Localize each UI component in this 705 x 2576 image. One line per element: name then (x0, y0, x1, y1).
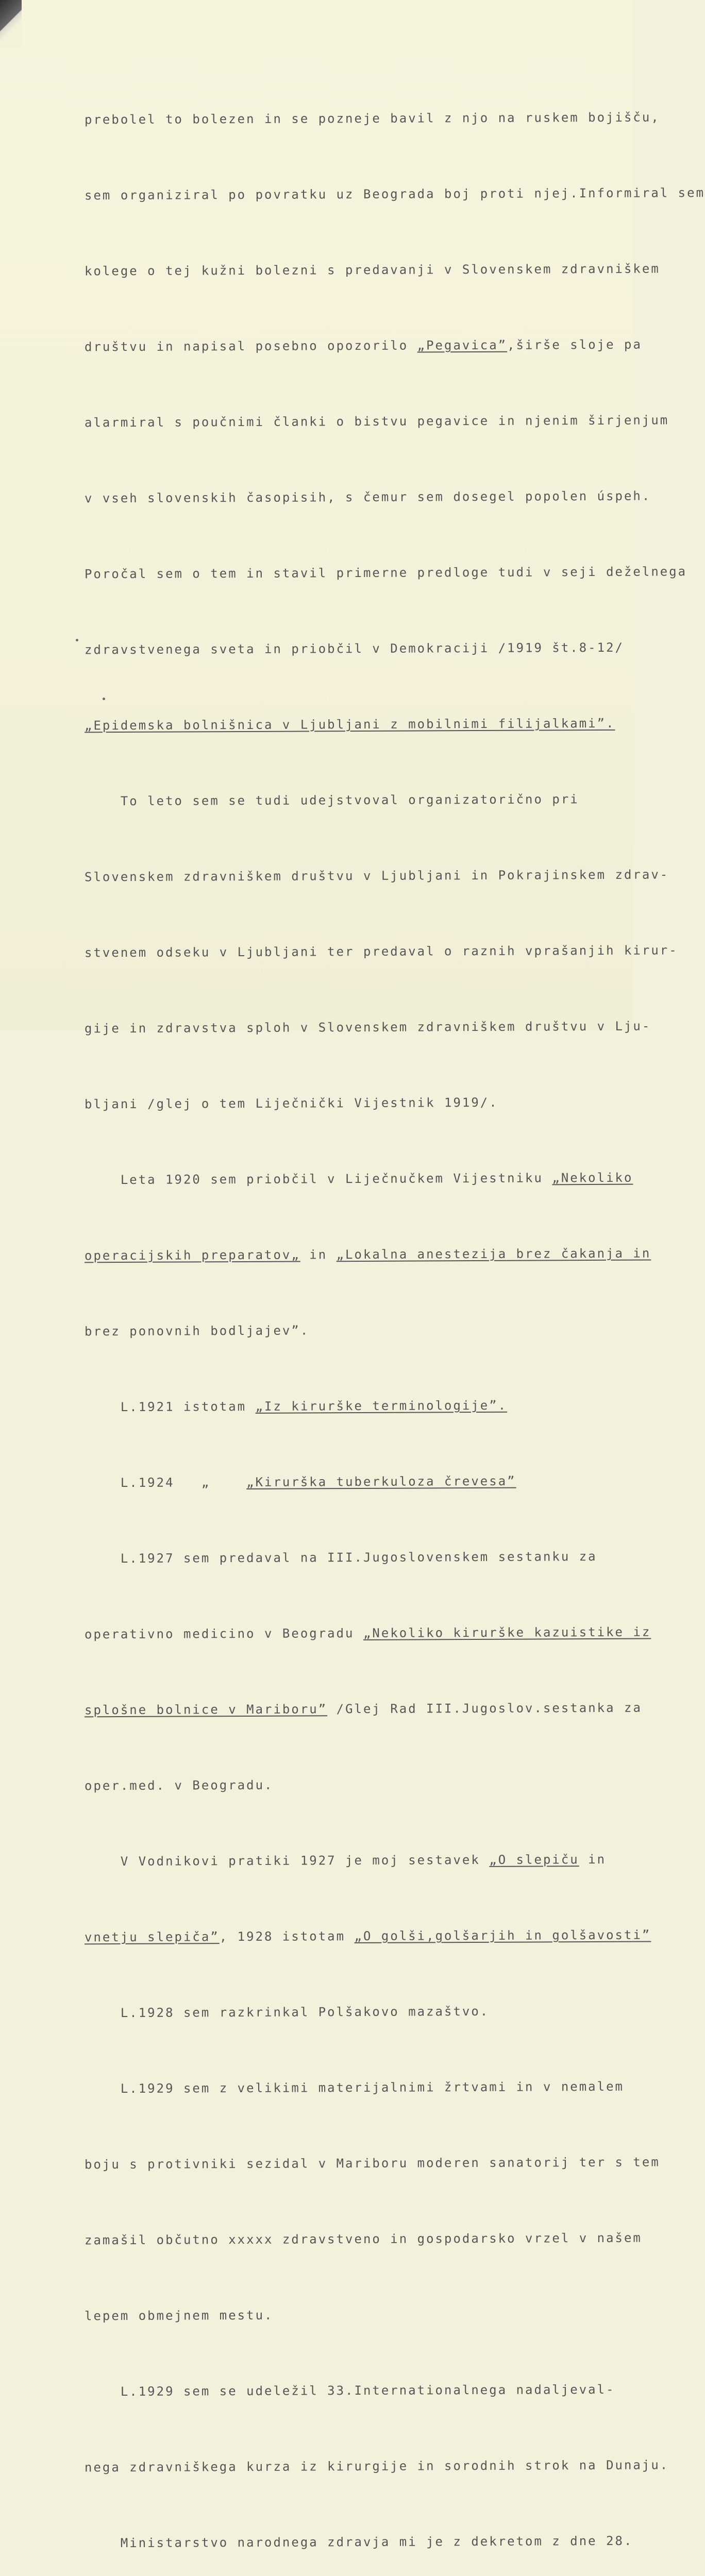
underlined-title: „Nekoliko (552, 1170, 633, 1185)
text-line: Leta 1920 sem priobčil v Liječnučkem Vijestniku „Nekoliko (84, 1170, 633, 1188)
text-line: zdravstvenega sveta in priobčil v Demokraciji /1919 št.8-12/ (84, 640, 625, 657)
underlined-title: operacijskih preparatov„ (84, 1247, 300, 1263)
underlined-title: „Nekoliko kirurške kazuistike iz (363, 1624, 651, 1640)
text-line: L.1921 istotam „Iz kirurške terminologije”. (84, 1398, 508, 1415)
text-line: L.1928 sem razkrinkal Polšakovo mazaštvo. (84, 2004, 490, 2021)
text-line: vnetju slepiča”, 1928 istotam „O golši,golšarjih in golšavosti” (84, 1927, 651, 1945)
text-line: To leto sem se tudi udejstvoval organizatorično pri (84, 792, 579, 809)
text-line: L.1927 sem predaval na III.Jugoslovenskem sestanku za (84, 1549, 597, 1566)
underlined-title: „O golši,golšarjih in golšavosti” (354, 1927, 651, 1944)
underlined-title: „O slepiču (489, 1852, 579, 1867)
underlined-title: „Iz kirurške terminologije”. (255, 1398, 508, 1414)
text-line: gije in zdravstva sploh v Slovenskem zdravniškem društvu v Lju- (84, 1019, 651, 1036)
scanned-page-corner (0, 0, 22, 47)
underlined-title: vnetju slepiča” (84, 1929, 220, 1945)
text-line: Ministarstvo narodnega zdravja mi je z dekretom z dne 28. (84, 2533, 633, 2551)
text-line: L.1929 sem se udeležil 33.Internationalnega nadaljeval- (84, 2382, 615, 2399)
underlined-title: „Kirurška tuberkuloza črevesa” (246, 1473, 516, 1489)
underlined-title: splošne bolnice v Mariboru” (84, 1702, 328, 1718)
text-line: brez ponovnih bodljajev”. (84, 1323, 310, 1339)
underlined-title: „Pegavica” (417, 337, 508, 353)
text-line: operativno medicino v Beogradu „Nekoliko kirurške kazuistike iz (84, 1624, 651, 1642)
text-line: operacijskih preparatov„ in „Lokalna anestezija brez čakanja in (84, 1246, 651, 1263)
text-line: L.1929 sem z velikimi materijalnimi žrtvami in v nemalem (84, 2079, 625, 2096)
text-line: v vseh slovenskih časopisih, s čemur sem dosegel popolen úspeh. (84, 488, 651, 506)
underlined-title: „Epidemska bolnišnica v Ljubljani z mobilnimi filijalkami”. (84, 716, 615, 733)
underlined-title: „Lokalna anestezija brez čakanja in (336, 1246, 651, 1262)
text-line: društvu in napisal posebno opozorilo „Pegavica”,širše sloje pa (84, 337, 642, 354)
text-line: lepem obmejnem mestu. (84, 2308, 274, 2324)
text-line: bljani /glej o tem Liječnički Vijestnik 1919/. (84, 1095, 498, 1112)
ink-dot (76, 639, 78, 641)
text-line: Poročal sem o tem in stavil primerne predloge tudi v seji deželnega (84, 564, 687, 582)
text-line: splošne bolnice v Mariboru” /Glej Rad III.Jugoslov.sestanka za (84, 1700, 642, 1718)
text-line: alarmiral s poučnimi članki o bistvu pegavice in njenim širjenjum (84, 413, 669, 430)
text-line: V Vodnikovi pratiki 1927 je moj sestavek „O slepiču in (84, 1852, 607, 1869)
text-line: boju s protivniki sezidal v Mariboru moderen sanatorij ter s tem (84, 2155, 660, 2172)
typewritten-text (84, 56, 705, 2576)
text-line: kolege o tej kužni bolezni s predavanji v Slovenskem zdravniškem (84, 261, 660, 279)
text-line: stvenem odseku v Ljubljani ter predaval o raznih vprašanjih kirur- (84, 943, 678, 960)
text-line: prebolel to bolezen in se pozneje bavil z njo na ruskem bojišču, (84, 110, 660, 127)
text-line: nega zdravniškega kurza iz kirurgije in sorodnih strok na Dunaju. (84, 2458, 669, 2475)
text-line: zamašil občutno xxxxx zdravstveno in gospodarsko vrzel v našem (84, 2230, 642, 2248)
text-line: Slovenskem zdravniškem društvu v Ljubljani in Pokrajinskem zdrav- (84, 867, 669, 885)
text-line (85, 711, 633, 739)
text-line: L.1924 „ „Kirurška tuberkuloza črevesa” (84, 1473, 516, 1490)
text-line: oper.med. v Beogradu. (84, 1777, 274, 1793)
text-line: sem organiziral po povratku uz Beograda boj proti njej.Informiral sem (84, 185, 705, 203)
